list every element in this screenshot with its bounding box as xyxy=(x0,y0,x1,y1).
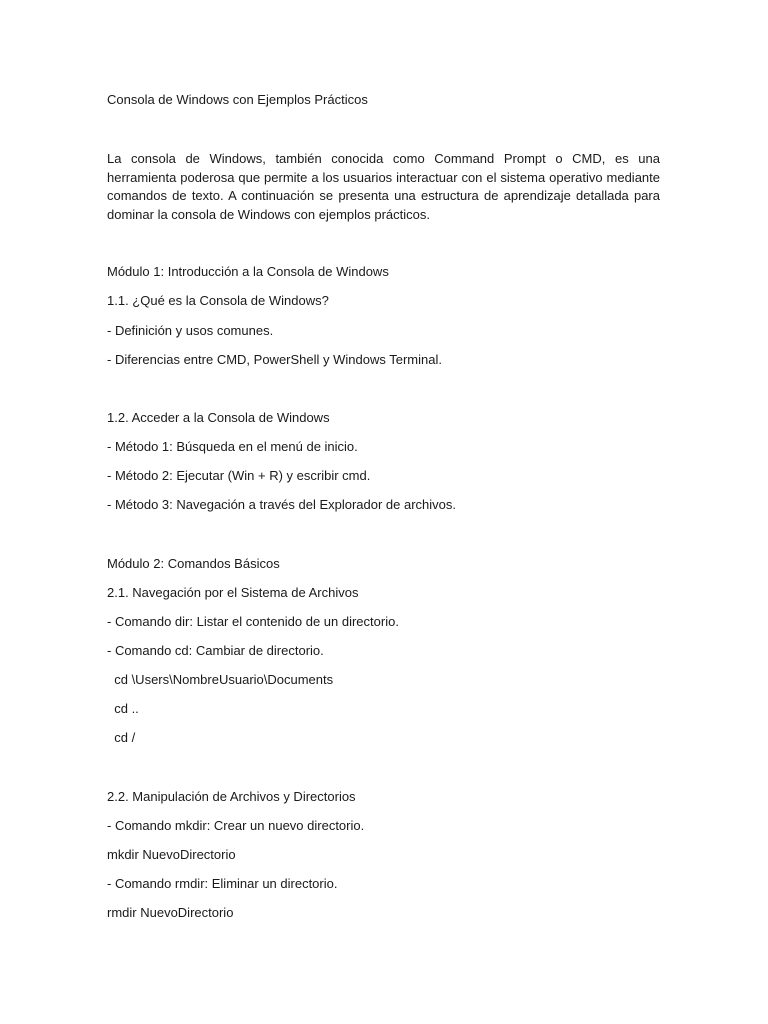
code-example: cd / xyxy=(107,730,136,745)
section-1-1-heading: 1.1. ¿Qué es la Consola de Windows? xyxy=(107,293,329,308)
list-item: - Diferencias entre CMD, PowerShell y Windows Terminal. xyxy=(107,352,442,367)
document-title: Consola de Windows con Ejemplos Prácticos xyxy=(107,92,368,107)
list-item: - Método 1: Búsqueda en el menú de inicio. xyxy=(107,439,358,454)
list-item: - Comando dir: Listar el contenido de un directorio. xyxy=(107,614,399,629)
code-example: mkdir NuevoDirectorio xyxy=(107,847,236,862)
list-item: - Método 3: Navegación a través del Explorador de archivos. xyxy=(107,497,457,512)
list-item: - Comando mkdir: Crear un nuevo directorio. xyxy=(107,818,365,833)
code-example: cd .. xyxy=(107,701,139,716)
module-2-heading: Módulo 2: Comandos Básicos xyxy=(107,556,280,571)
list-item: - Definición y usos comunes. xyxy=(107,323,274,338)
list-item: - Comando rmdir: Eliminar un directorio. xyxy=(107,876,338,891)
list-item: - Comando cd: Cambiar de directorio. xyxy=(107,643,324,658)
intro-paragraph: La consola de Windows, también conocida como Command Prompt o CMD, es una herramienta poderosa que permite a los usuarios interactuar con el sistema operativo mediante comandos de texto. A continuación se presenta una estructura de aprendizaje detallada para dominar la consola de Windows con ejemplos prácticos. xyxy=(107,151,660,222)
code-example: rmdir NuevoDirectorio xyxy=(107,905,234,920)
section-1-2-heading: 1.2. Acceder a la Consola de Windows xyxy=(107,410,330,425)
document-page xyxy=(107,0,661,1024)
module-1-heading: Módulo 1: Introducción a la Consola de Windows xyxy=(107,264,389,279)
section-2-1-heading: 2.1. Navegación por el Sistema de Archivos xyxy=(107,585,359,600)
section-2-2-heading: 2.2. Manipulación de Archivos y Directorios xyxy=(107,789,356,804)
list-item: - Método 2: Ejecutar (Win + R) y escribir cmd. xyxy=(107,468,371,483)
code-example: cd \Users\NombreUsuario\Documents xyxy=(107,672,334,687)
